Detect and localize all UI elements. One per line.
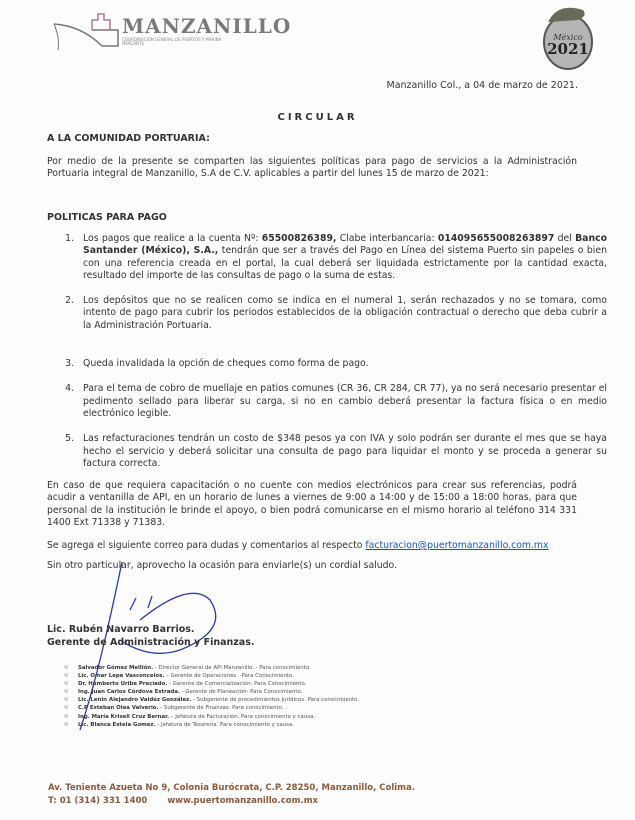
policy-item: 1. Los pagos que realice a la cuenta Nº: 65500826389, Clabe interbancaria: 014095655008263897 del Banco Santander (México), S.A., tendrán que ser a través del Pago en Línea del sistema Puerto sin papeles o bien con una referencia creada en el portal, la cual deberá ser liquidada estrictamente por la cantidad exacta, resultado del importe de las consultas de pago o la suma de estas.	[77, 233, 607, 282]
email-paragraph: Se agrega el siguiente correo para dudas y comentarios al respecto facturacion@puertomanzanillo.com.mx	[47, 540, 549, 551]
logo-text: MANZANILLO	[122, 14, 292, 38]
policy-item: 2. Los depósitos que no se realicen como se indica en el numeral 1, serán rechazados y no se tomara, como intento de pago para cubrir los periodos establecidos de la obligación contractual o derecho que deba cubrir a la Administración Portuaria.	[77, 295, 607, 332]
cc-icon: ✉	[64, 665, 69, 671]
footer-phone: T: 01 (314) 331 1400	[48, 796, 148, 806]
footer-website[interactable]: www.puertomanzanillo.com.mx	[167, 796, 319, 806]
training-paragraph: En caso de que requiera capacitación o no cuente con medios electrónicos para crear sus referencias, podrá acudir a ventanilla de API, en un horario de lunes a viernes de 9:00 a 14:00 y de 15:00 a 18:00 horas, para que personal de la institución le brinde el apoyo, o bien podrá comunicarse en el mismo horario al teléfono 314 331 1400 Ext 71338 y 71383.	[47, 480, 577, 528]
cc-item: ✉ Lic. Lenin Alejandro Valdéz González. - Subgerente de procedimientos jurídicos. Para conocimiento.	[64, 697, 360, 704]
policies-heading: POLITICAS PARA PAGO	[47, 212, 167, 223]
cc-list	[64, 664, 359, 729]
signature-block	[47, 623, 254, 649]
policy-item: 5. Las refacturaciones tendrán un costo de $348 pesos ya con IVA y solo podrán ser durante el mes que se haya hecho el servicio y deberá solicitar una consulta de pago para liquidar el monto y se proceda a generar su factura correcta.	[77, 433, 607, 470]
ship-logo-icon	[52, 10, 122, 52]
cc-icon: ✉	[64, 689, 69, 696]
footer-address: Av. Teniente Azueta No 9, Colonia Burócrata, C.P. 28250, Manzanillo, Colima.	[48, 783, 415, 793]
svg-text:México: México	[553, 33, 583, 42]
cc-icon: ✉	[64, 705, 69, 712]
mexico-2021-seal-icon	[538, 2, 598, 72]
document-title: CIRCULAR	[277, 112, 358, 123]
cc-icon: ✉	[64, 697, 69, 704]
cc-icon: ✉	[64, 713, 69, 720]
cc-item: ✉ Lic. Blanca Estela Gomez. - Jefatura de Tesorería. Para conocimiento y causa.	[64, 721, 294, 728]
recipient: A LA COMUNIDAD PORTUARIA:	[47, 133, 210, 144]
policy-item: 4. Para el tema de cobro de muellaje en patios comunes (CR 36, CR 284, CR 77), ya no será necesario presentar el pedimento sellado para liberar su carga, si no en cambio deberá presentar la factura física o en medio electrónico legible.	[77, 383, 607, 420]
cc-icon: ✉	[64, 721, 69, 728]
svg-text:2021: 2021	[547, 40, 589, 58]
cc-item: ✉ C.P Esteban Olea Valverio. - Subgerente de Finanzas. Para conocimiento.	[64, 705, 284, 712]
signer-name: Lic. Rubén Navarro Barrios.	[47, 624, 195, 635]
logo-subtitle: COORDINACIÓN GENERAL DE PUERTOS Y MARINA MERCANTE	[122, 37, 222, 46]
cc-item: ✉ Salvador Gómez Mellión. - Director General de API Manzanillo. - Para conocimiento.	[64, 665, 311, 671]
cc-icon: ✉	[64, 681, 69, 688]
document-date: Manzanillo Col., a 04 de marzo de 2021.	[386, 80, 578, 91]
cc-item: ✉ Dr. Humberto Uribe Preciado. - Gerente de Comercialización- Para Conocimiento.	[64, 681, 307, 688]
cc-item: ✉ Ing. María Kriseli Cruz Bernar. – Jefatura de Facturación. Para conocimiento y causa.	[64, 713, 316, 720]
cc-icon: ✉	[64, 673, 69, 680]
closing-paragraph: Sin otro particular, aprovecho la ocasión para enviarle(s) un cordial saludo.	[47, 560, 398, 571]
footer-contact	[48, 796, 318, 806]
policy-item: 3. Queda invalidada la opción de cheques como forma de pago.	[77, 358, 607, 370]
intro-paragraph: Por medio de la presente se comparten las siguientes políticas para pago de servicios a la Administración Portuaria integral de Manzanillo, S.A de C.V. aplicables a partir del lunes 15 de marzo de 2021:	[47, 156, 577, 180]
cc-item: ✉ Lic. Omar Lepe Vasconcelos. – Gerente de Operaciones. -Para Conocimiento.	[64, 673, 294, 680]
signer-position: Gerente de Administración y Finanzas.	[47, 637, 255, 648]
cc-item: ✉ Ing. Juan Carlos Córdova Estrada. - Gerente de Planeación- Para Conocimiento.	[64, 689, 303, 696]
email-link[interactable]: facturacion@puertomanzanillo.com.mx	[365, 540, 549, 551]
policies-list	[47, 233, 607, 483]
